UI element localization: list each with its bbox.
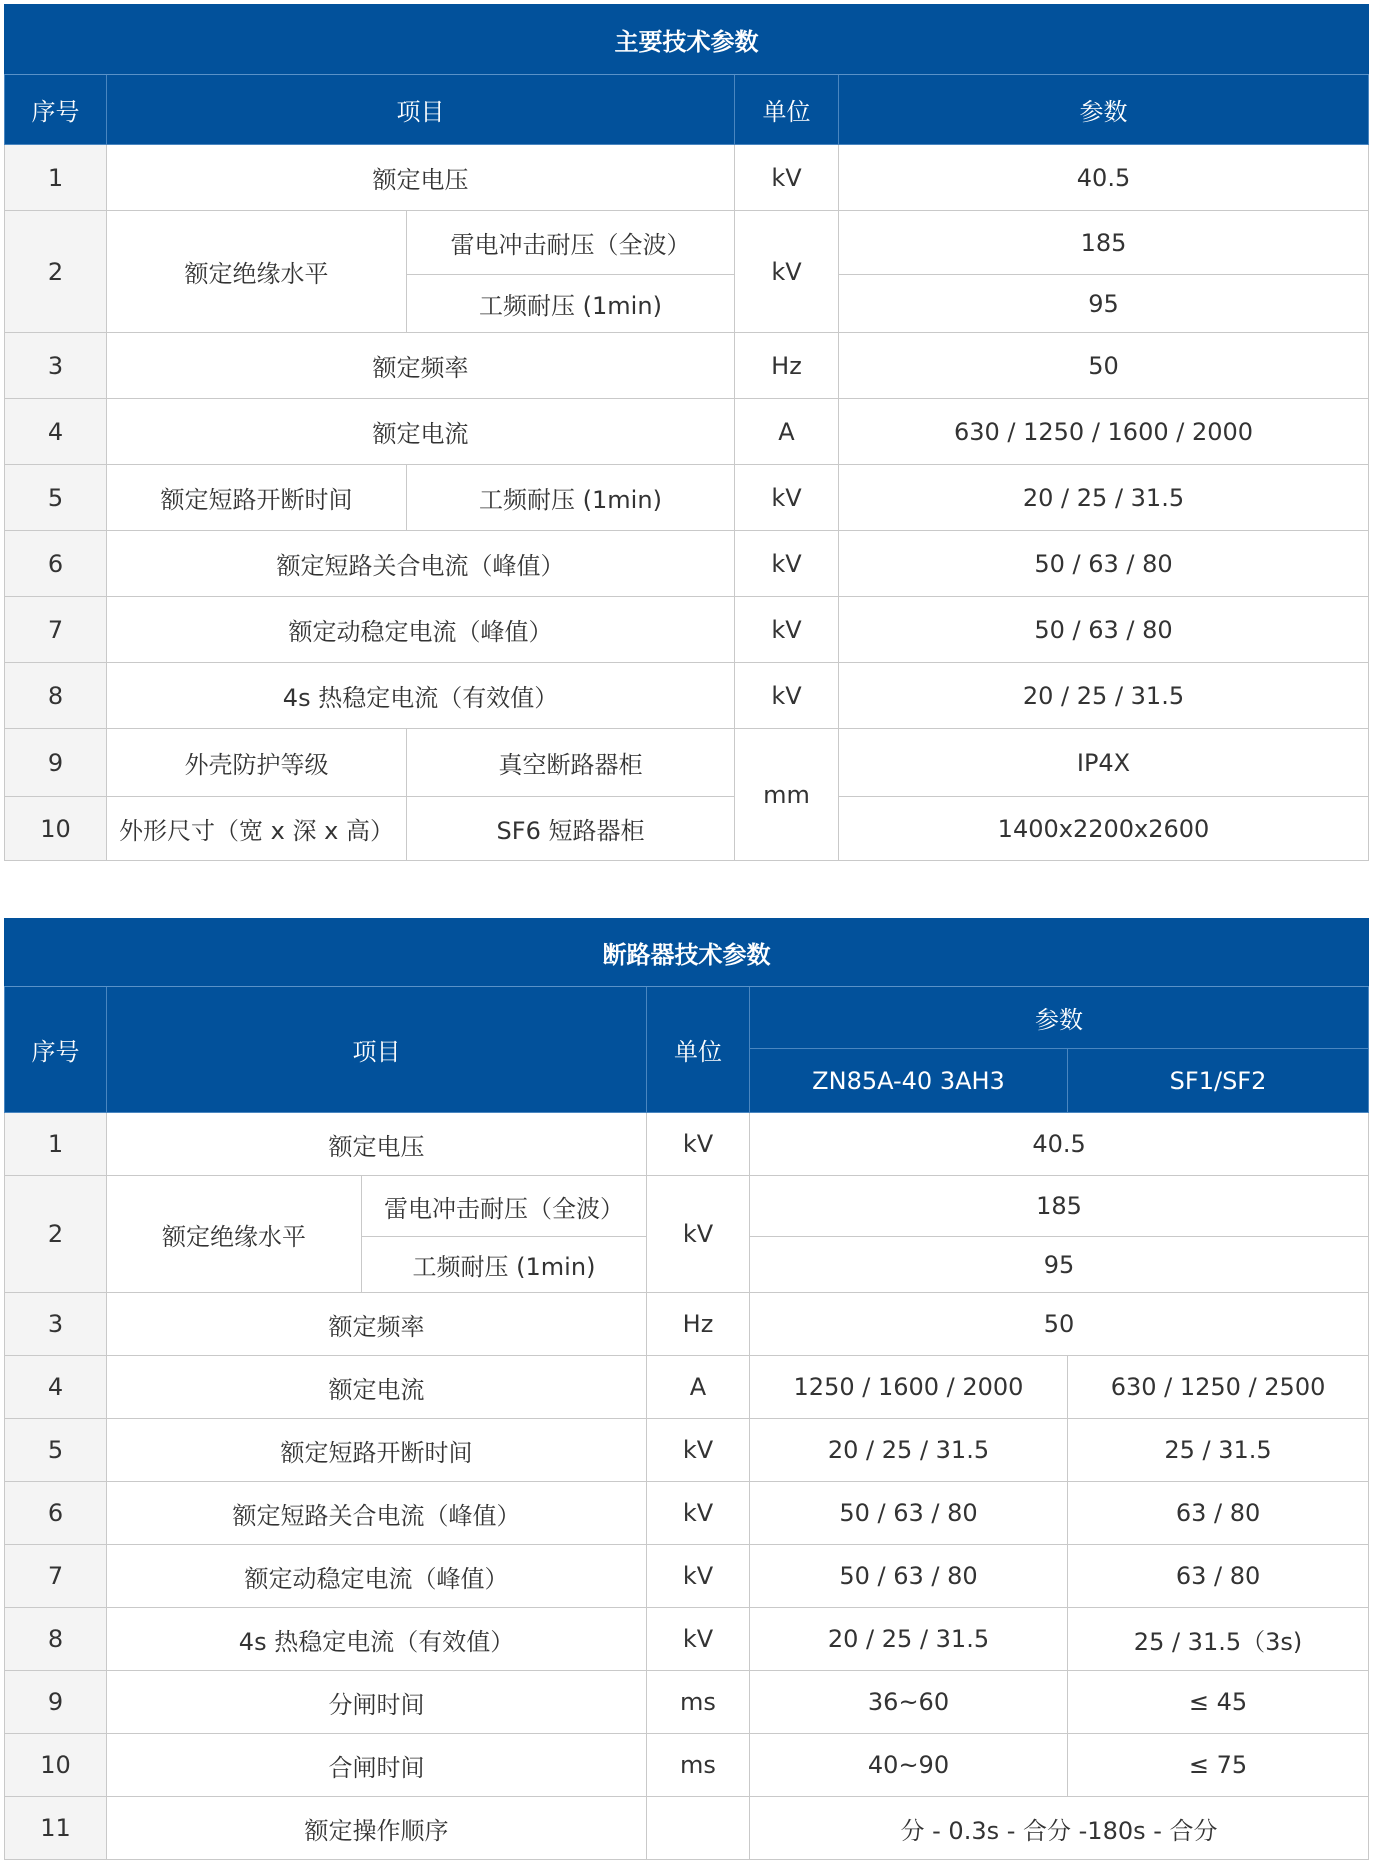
- item-cell: 额定短路开断时间: [107, 465, 407, 531]
- row-number: 9: [5, 729, 107, 797]
- table-row: [5, 1797, 1369, 1860]
- unit-cell: kV: [647, 1113, 750, 1176]
- unit-cell: kV: [735, 465, 839, 531]
- unit-cell: [647, 1797, 750, 1860]
- row-number: 1: [5, 1113, 107, 1176]
- item-cell: 额定频率: [107, 333, 735, 399]
- item-cell: 额定绝缘水平: [107, 1176, 362, 1293]
- sub-item-cell: SF6 短路器柜: [407, 797, 735, 861]
- item-cell: 外形尺寸（宽 x 深 x 高）: [107, 797, 407, 861]
- row-number: 10: [5, 797, 107, 861]
- table-title: 断路器技术参数: [5, 919, 1369, 987]
- header-no: 序号: [5, 987, 107, 1113]
- value-cell-sf: 63 / 80: [1068, 1482, 1369, 1545]
- row-number: 8: [5, 1608, 107, 1671]
- item-cell: 分闸时间: [107, 1671, 647, 1734]
- table-row: [5, 145, 1369, 211]
- item-cell: 4s 热稳定电流（有效值）: [107, 1608, 647, 1671]
- table-title: 主要技术参数: [5, 5, 1369, 75]
- item-cell: 额定短路开断时间: [107, 1419, 647, 1482]
- value-cell-zn85a: 50 / 63 / 80: [750, 1482, 1068, 1545]
- value-cell: 20 / 25 / 31.5: [839, 663, 1369, 729]
- item-cell: 额定操作顺序: [107, 1797, 647, 1860]
- value-cell-sf: ≤ 75: [1068, 1734, 1369, 1797]
- row-number: 3: [5, 333, 107, 399]
- unit-cell: ms: [647, 1671, 750, 1734]
- table-row: [5, 1671, 1369, 1734]
- unit-cell: kV: [647, 1419, 750, 1482]
- unit-cell: mm: [735, 729, 839, 861]
- item-cell: 额定绝缘水平: [107, 211, 407, 333]
- value-cell: 95: [750, 1237, 1369, 1293]
- value-cell-sf: 630 / 1250 / 2500: [1068, 1356, 1369, 1419]
- item-cell: 额定短路关合电流（峰值）: [107, 531, 735, 597]
- value-cell: 40.5: [839, 145, 1369, 211]
- table-row: [5, 1545, 1369, 1608]
- row-number: 2: [5, 1176, 107, 1293]
- value-cell: 50: [839, 333, 1369, 399]
- table-row: [5, 1419, 1369, 1482]
- value-cell: 50: [750, 1293, 1369, 1356]
- row-number: 7: [5, 1545, 107, 1608]
- row-number: 3: [5, 1293, 107, 1356]
- item-cell: 额定短路关合电流（峰值）: [107, 1482, 647, 1545]
- table-row: [5, 729, 1369, 797]
- row-number: 4: [5, 399, 107, 465]
- item-cell: 4s 热稳定电流（有效值）: [107, 663, 735, 729]
- value-cell: 50 / 63 / 80: [839, 597, 1369, 663]
- table-row: [5, 1608, 1369, 1671]
- unit-cell: kV: [735, 531, 839, 597]
- sub-item-cell: 工频耐压 (1min): [407, 465, 735, 531]
- unit-cell: A: [735, 399, 839, 465]
- sub-item-cell: 雷电冲击耐压（全波）: [362, 1176, 647, 1237]
- table-row: [5, 663, 1369, 729]
- item-cell: 额定电压: [107, 145, 735, 211]
- header-no: 序号: [5, 75, 107, 145]
- header-param: 参数: [839, 75, 1369, 145]
- header-model-zn85a: ZN85A-40 3AH3: [750, 1049, 1068, 1113]
- unit-cell: kV: [735, 145, 839, 211]
- item-cell: 额定电压: [107, 1113, 647, 1176]
- value-cell-sf: 63 / 80: [1068, 1545, 1369, 1608]
- header-unit: 单位: [735, 75, 839, 145]
- value-cell: 分 - 0.3s - 合分 -180s - 合分: [750, 1797, 1369, 1860]
- circuit-breaker-parameters-table: [4, 918, 1369, 1860]
- row-number: 9: [5, 1671, 107, 1734]
- unit-cell: kV: [647, 1176, 750, 1293]
- header-item: 项目: [107, 987, 647, 1113]
- table-row: [5, 333, 1369, 399]
- value-cell-zn85a: 50 / 63 / 80: [750, 1545, 1068, 1608]
- item-cell: 外壳防护等级: [107, 729, 407, 797]
- table-row: [5, 465, 1369, 531]
- value-cell: 1400x2200x2600: [839, 797, 1369, 861]
- table-row: [5, 797, 1369, 861]
- table-row: [5, 211, 1369, 275]
- row-number: 11: [5, 1797, 107, 1860]
- unit-cell: kV: [647, 1545, 750, 1608]
- value-cell-zn85a: 36~60: [750, 1671, 1068, 1734]
- unit-cell: Hz: [647, 1293, 750, 1356]
- value-cell: 95: [839, 275, 1369, 333]
- value-cell-sf: 25 / 31.5（3s): [1068, 1608, 1369, 1671]
- header-param: 参数: [750, 987, 1369, 1049]
- table-row: [5, 597, 1369, 663]
- item-cell: 额定电流: [107, 1356, 647, 1419]
- table-row: [5, 1356, 1369, 1419]
- row-number: 6: [5, 1482, 107, 1545]
- header-model-sf1-sf2: SF1/SF2: [1068, 1049, 1369, 1113]
- value-cell: 185: [839, 211, 1369, 275]
- value-cell-sf: 25 / 31.5: [1068, 1419, 1369, 1482]
- value-cell-zn85a: 1250 / 1600 / 2000: [750, 1356, 1068, 1419]
- table-row: [5, 531, 1369, 597]
- value-cell-zn85a: 40~90: [750, 1734, 1068, 1797]
- unit-cell: A: [647, 1356, 750, 1419]
- table-row: [5, 1734, 1369, 1797]
- table-row: [5, 1293, 1369, 1356]
- value-cell-zn85a: 20 / 25 / 31.5: [750, 1419, 1068, 1482]
- table-row: [5, 1113, 1369, 1176]
- unit-cell: kV: [647, 1608, 750, 1671]
- value-cell: 50 / 63 / 80: [839, 531, 1369, 597]
- value-cell-sf: ≤ 45: [1068, 1671, 1369, 1734]
- table-row: [5, 1482, 1369, 1545]
- unit-cell: kV: [647, 1482, 750, 1545]
- item-cell: 额定频率: [107, 1293, 647, 1356]
- item-cell: 合闸时间: [107, 1734, 647, 1797]
- value-cell: IP4X: [839, 729, 1369, 797]
- value-cell: 185: [750, 1176, 1369, 1237]
- row-number: 10: [5, 1734, 107, 1797]
- row-number: 5: [5, 1419, 107, 1482]
- sub-item-cell: 工频耐压 (1min): [407, 275, 735, 333]
- item-cell: 额定动稳定电流（峰值）: [107, 597, 735, 663]
- value-cell: 20 / 25 / 31.5: [839, 465, 1369, 531]
- row-number: 1: [5, 145, 107, 211]
- value-cell-zn85a: 20 / 25 / 31.5: [750, 1608, 1068, 1671]
- row-number: 2: [5, 211, 107, 333]
- header-item: 项目: [107, 75, 735, 145]
- sub-item-cell: 雷电冲击耐压（全波）: [407, 211, 735, 275]
- unit-cell: ms: [647, 1734, 750, 1797]
- unit-cell: Hz: [735, 333, 839, 399]
- value-cell: 40.5: [750, 1113, 1369, 1176]
- value-cell: 630 / 1250 / 1600 / 2000: [839, 399, 1369, 465]
- sub-item-cell: 工频耐压 (1min): [362, 1237, 647, 1293]
- unit-cell: kV: [735, 211, 839, 333]
- row-number: 6: [5, 531, 107, 597]
- main-technical-parameters-table: [4, 4, 1369, 861]
- row-number: 5: [5, 465, 107, 531]
- table-row: [5, 1176, 1369, 1237]
- sub-item-cell: 真空断路器柜: [407, 729, 735, 797]
- table-row: [5, 399, 1369, 465]
- unit-cell: kV: [735, 597, 839, 663]
- row-number: 8: [5, 663, 107, 729]
- header-unit: 单位: [647, 987, 750, 1113]
- row-number: 4: [5, 1356, 107, 1419]
- item-cell: 额定动稳定电流（峰值）: [107, 1545, 647, 1608]
- row-number: 7: [5, 597, 107, 663]
- item-cell: 额定电流: [107, 399, 735, 465]
- unit-cell: kV: [735, 663, 839, 729]
